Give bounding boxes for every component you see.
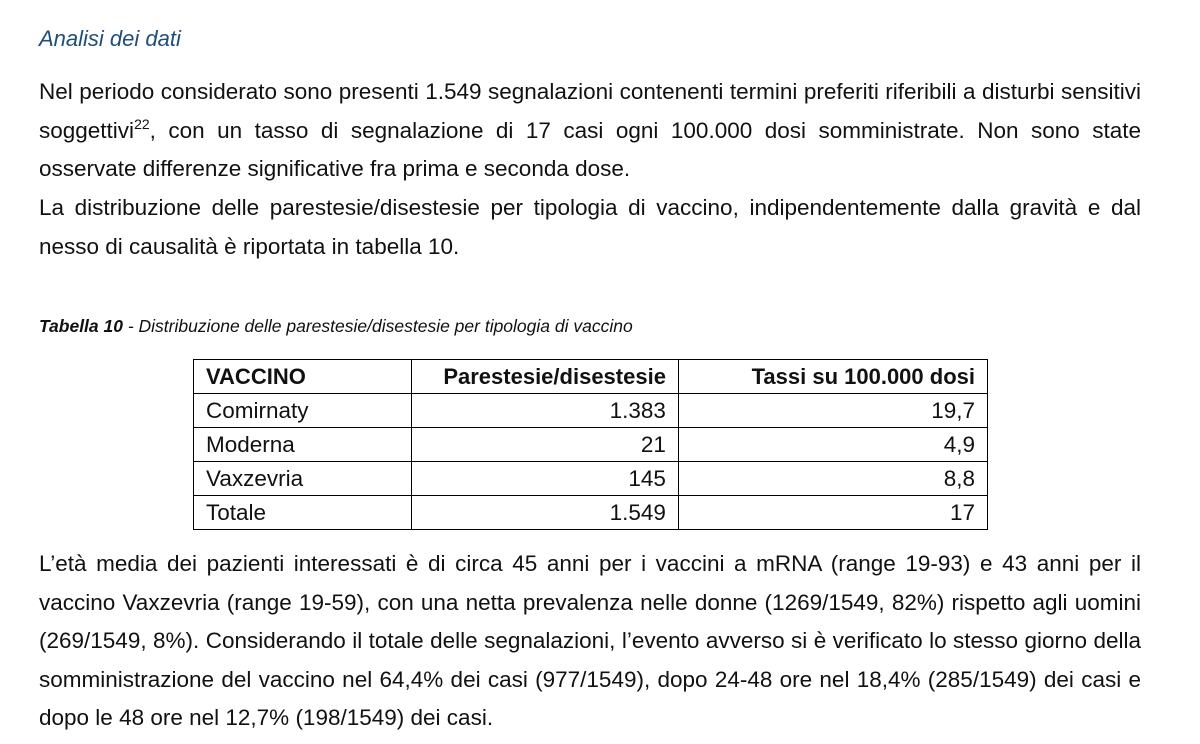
table-caption-text: - Distribuzione delle parestesie/disestesie per tipologia di vaccino: [122, 316, 633, 336]
paragraph-reports-summary: [39, 73, 1141, 189]
cell-vaccine: Totale: [194, 496, 412, 530]
table-row: [194, 394, 988, 428]
cell-rate: 4,9: [678, 428, 987, 462]
paragraph-patient-demographics: L’età media dei pazienti interessati è di circa 45 anni per i vaccini a mRNA (range 19-93) e 43 anni per il vaccino Vaxzevria (range 19-59), con una netta prevalenza nelle donne (1269/1549, 82%) rispetto agli uomini (269/1549, 8%). Considerando il totale delle segnalazioni, l’evento avverso si è verificato lo stesso giorno della somministrazione del vaccino nel 64,4% dei casi (977/1549), dopo 24-48 ore nel 18,4% (285/1549) dei casi e dopo le 48 ore nel 12,7% (198/1549) dei casi.: [39, 551, 1141, 730]
table-header-row: [194, 360, 988, 394]
cell-count: 1.383: [412, 394, 679, 428]
cell-vaccine: Vaxzevria: [194, 462, 412, 496]
table-row: [194, 428, 988, 462]
cell-vaccine: Moderna: [194, 428, 412, 462]
vaccine-distribution-table: [193, 359, 988, 530]
table-caption-label: Tabella 10: [39, 316, 123, 336]
paragraph-distribution-intro: La distribuzione delle parestesie/disestesie per tipologia di vaccino, indipendentemente dalla gravità e dal nesso di causalità è riportata in tabella 10.: [39, 195, 1141, 259]
cell-vaccine: Comirnaty: [194, 394, 412, 428]
table-row: [194, 462, 988, 496]
header-rate-per-100k: Tassi su 100.000 dosi: [678, 360, 987, 394]
footnote-reference[interactable]: 22: [134, 115, 150, 132]
cell-rate: 8,8: [678, 462, 987, 496]
section-heading: Analisi dei dati: [39, 26, 181, 51]
cell-count: 1.549: [412, 496, 679, 530]
cell-rate: 17: [678, 496, 987, 530]
cell-count: 21: [412, 428, 679, 462]
cell-rate: 19,7: [678, 394, 987, 428]
paragraph-text: Nel periodo considerato sono presenti 1.549 segnalazioni contenenti termini preferiti riferibili a disturbi sensitivi soggettivi: [39, 79, 1141, 143]
paragraph-text: , con un tasso di segnalazione di 17 casi ogni 100.000 dosi somministrate. Non sono state osservate differenze significative fra prima e seconda dose.: [39, 117, 1141, 181]
table-caption: [39, 314, 633, 338]
header-paresthesia-count: Parestesie/disestesie: [412, 360, 679, 394]
cell-count: 145: [412, 462, 679, 496]
header-vaccine: VACCINO: [194, 360, 412, 394]
table-row-total: [194, 496, 988, 530]
